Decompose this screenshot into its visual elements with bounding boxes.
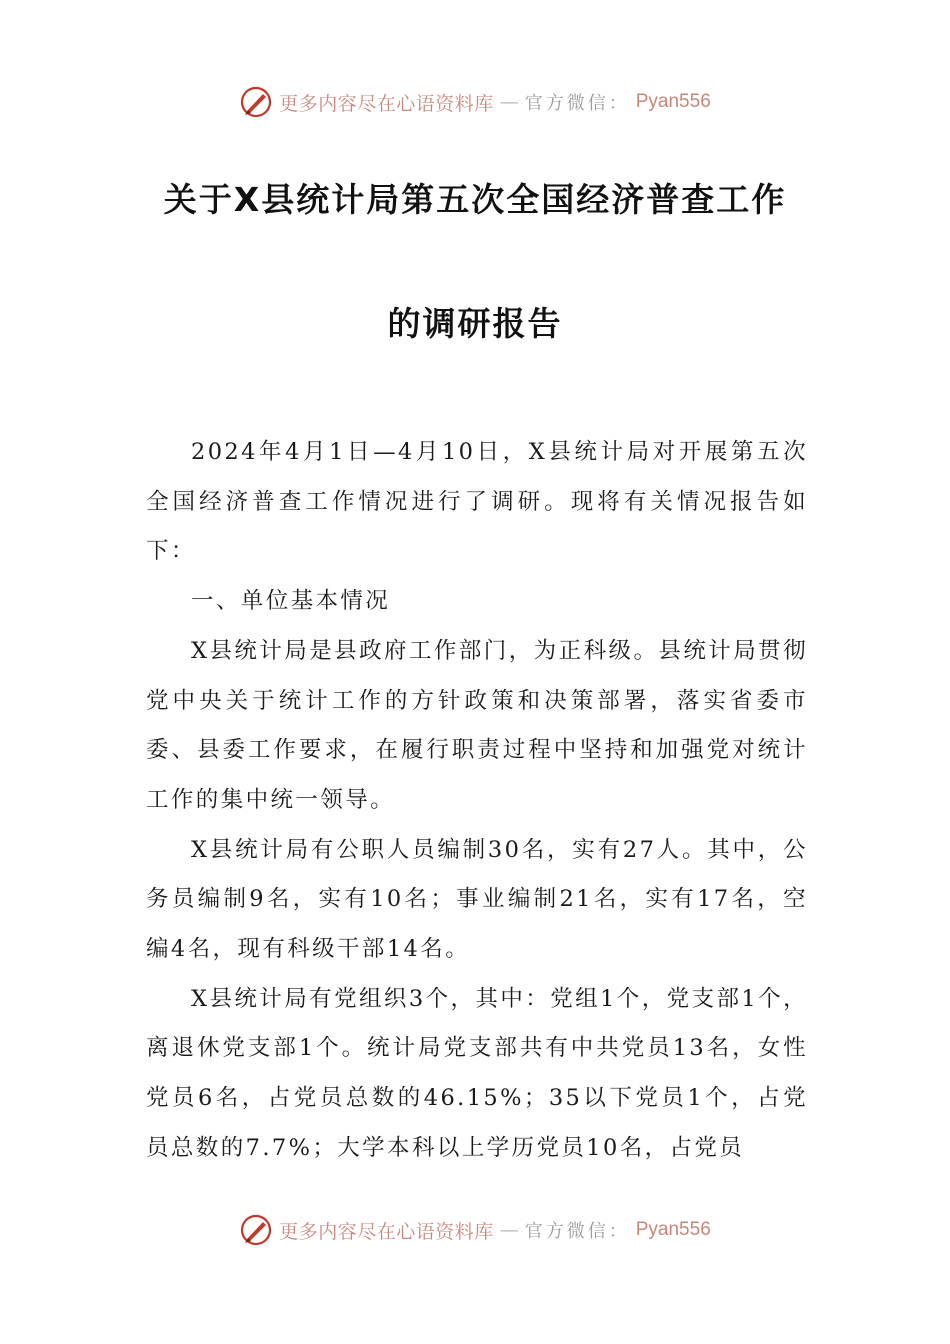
document-title-line-1: 关于X县统计局第五次全国经济普查工作 (163, 180, 787, 219)
section-heading-1: 一、单位基本情况 (191, 588, 391, 615)
watermark-label: 官方微信： (524, 1221, 630, 1242)
watermark-separator: — (499, 91, 519, 113)
watermark-separator: — (499, 1219, 519, 1241)
watermark-id: Pyan556 (635, 91, 711, 112)
watermark-header (0, 82, 950, 122)
watermark-text: 更多内容尽在心语资料库 (279, 92, 494, 115)
pen-logo-icon (239, 1213, 273, 1247)
document-body (146, 428, 808, 1174)
watermark-label: 官方微信： (524, 93, 630, 114)
paragraph-unit-overview: X县统计局是县政府工作部门，为正科级。县统计局贯彻党中央关于统计工作的方针政策和决策部署，落实省委市委、县委工作要求，在履行职责过程中坚持和加强党对统计工作的集中统一领导。 (146, 637, 808, 813)
paragraph-party-organization: X县统计局有党组织3个，其中：党组1个，党支部1个，离退休党支部1个。统计局党支部共有中共党员13名，女性党员6名，占党员总数的46.15%；35以下党员1个，占党员总数的7.7%；大学本科以上学历党员10名，占党员 (146, 985, 808, 1161)
pen-logo-icon (239, 85, 273, 119)
watermark-id: Pyan556 (635, 1219, 711, 1240)
watermark-footer (0, 1210, 950, 1250)
document-title-line-2: 的调研报告 (387, 304, 563, 343)
paragraph-intro: 2024年4月1日—4月10日，X县统计局对开展第五次全国经济普查工作情况进行了调研。现将有关情况报告如下： (146, 439, 808, 565)
watermark-text: 更多内容尽在心语资料库 (279, 1220, 494, 1243)
paragraph-staffing: X县统计局有公职人员编制30名，实有27人。其中，公务员编制9名，实有10名；事业编制21名，实有17名，空编4名，现有科级干部14名。 (146, 836, 808, 963)
